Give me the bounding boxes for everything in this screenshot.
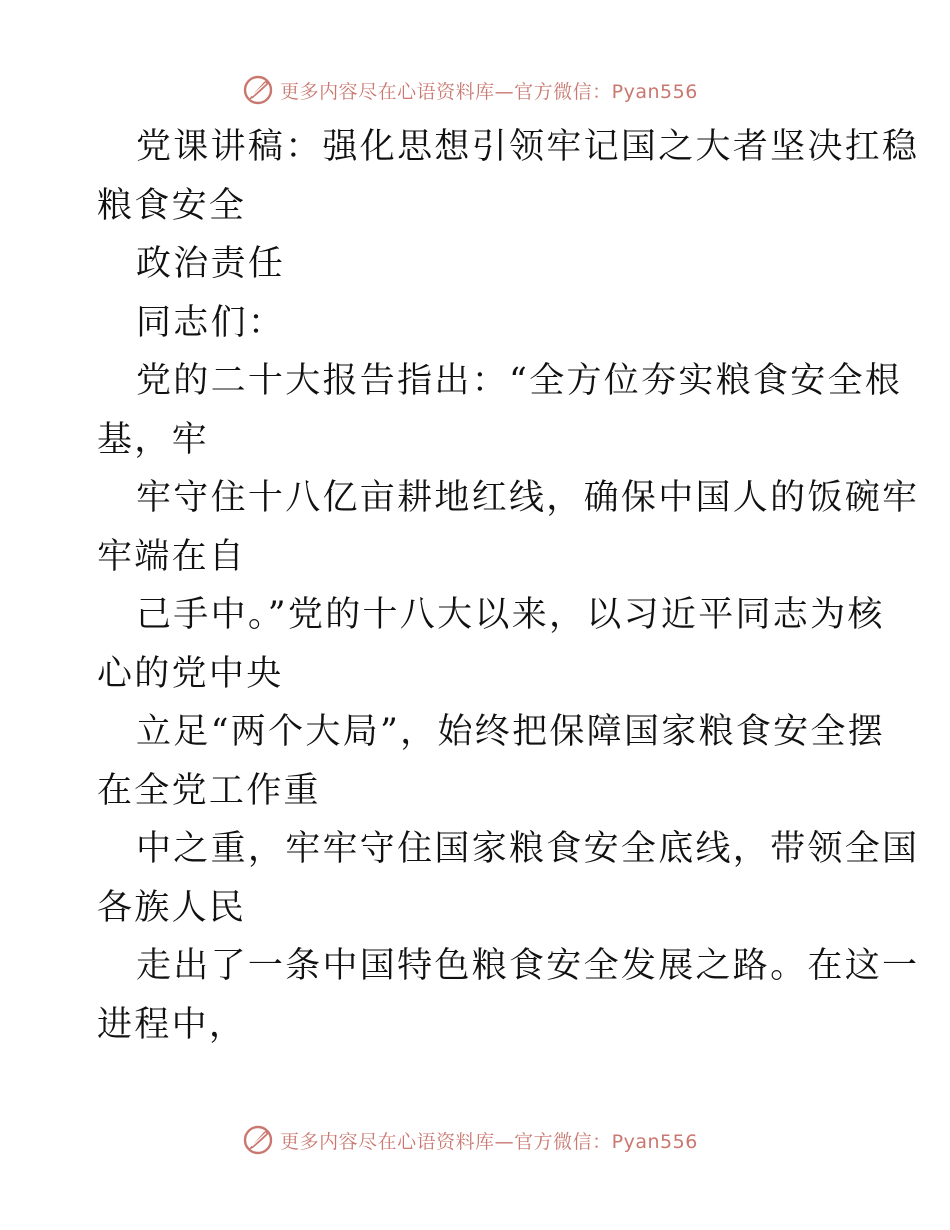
paragraph-line: 党的二十大报告指出：“全方位夯实粮食安全根 bbox=[136, 361, 903, 401]
watermark-text: 更多内容尽在心语资料库—官方微信：Pyan556 bbox=[280, 80, 698, 103]
watermark-text: 更多内容尽在心语资料库—官方微信：Pyan556 bbox=[280, 1130, 698, 1153]
watermark-group bbox=[242, 1124, 698, 1156]
paragraph-line: 走出了一条中国特色粮食安全发展之路。在这一 bbox=[136, 946, 920, 986]
paragraph-line: 政治责任 bbox=[136, 244, 286, 284]
paragraph-line: 粮食安全 bbox=[97, 185, 247, 226]
paragraph-line: 牢守住十八亿亩耕地红线，确保中国人的饭碗牢 bbox=[136, 478, 920, 518]
paragraph-line: 在全党工作重 bbox=[97, 770, 321, 811]
paragraph-line: 各族人民 bbox=[97, 887, 247, 928]
paragraph-line: 同志们： bbox=[136, 302, 286, 343]
header-watermark bbox=[0, 70, 950, 110]
paragraph-line: 己手中。”党的十八大以来，以习近平同志为核 bbox=[136, 595, 885, 635]
paragraph-line: 立足“两个大局”，始终把保障国家粮食安全摆 bbox=[136, 712, 886, 752]
paragraph-line: 基，牢 bbox=[97, 419, 209, 460]
paragraph-line: 进程中， bbox=[97, 1004, 247, 1045]
document-body bbox=[97, 118, 920, 1054]
footer-watermark bbox=[0, 1120, 950, 1160]
quill-pen-seal-icon bbox=[242, 74, 274, 106]
paragraph-line: 心的党中央 bbox=[97, 653, 284, 694]
paragraph-line: 牢端在自 bbox=[97, 536, 247, 577]
watermark-group bbox=[242, 74, 698, 106]
paragraph-line: 党课讲稿：强化思想引领牢记国之大者坚决扛稳 bbox=[136, 127, 920, 167]
quill-pen-seal-icon bbox=[242, 1124, 274, 1156]
paragraph-line: 中之重，牢牢守住国家粮食安全底线，带领全国 bbox=[136, 829, 920, 869]
